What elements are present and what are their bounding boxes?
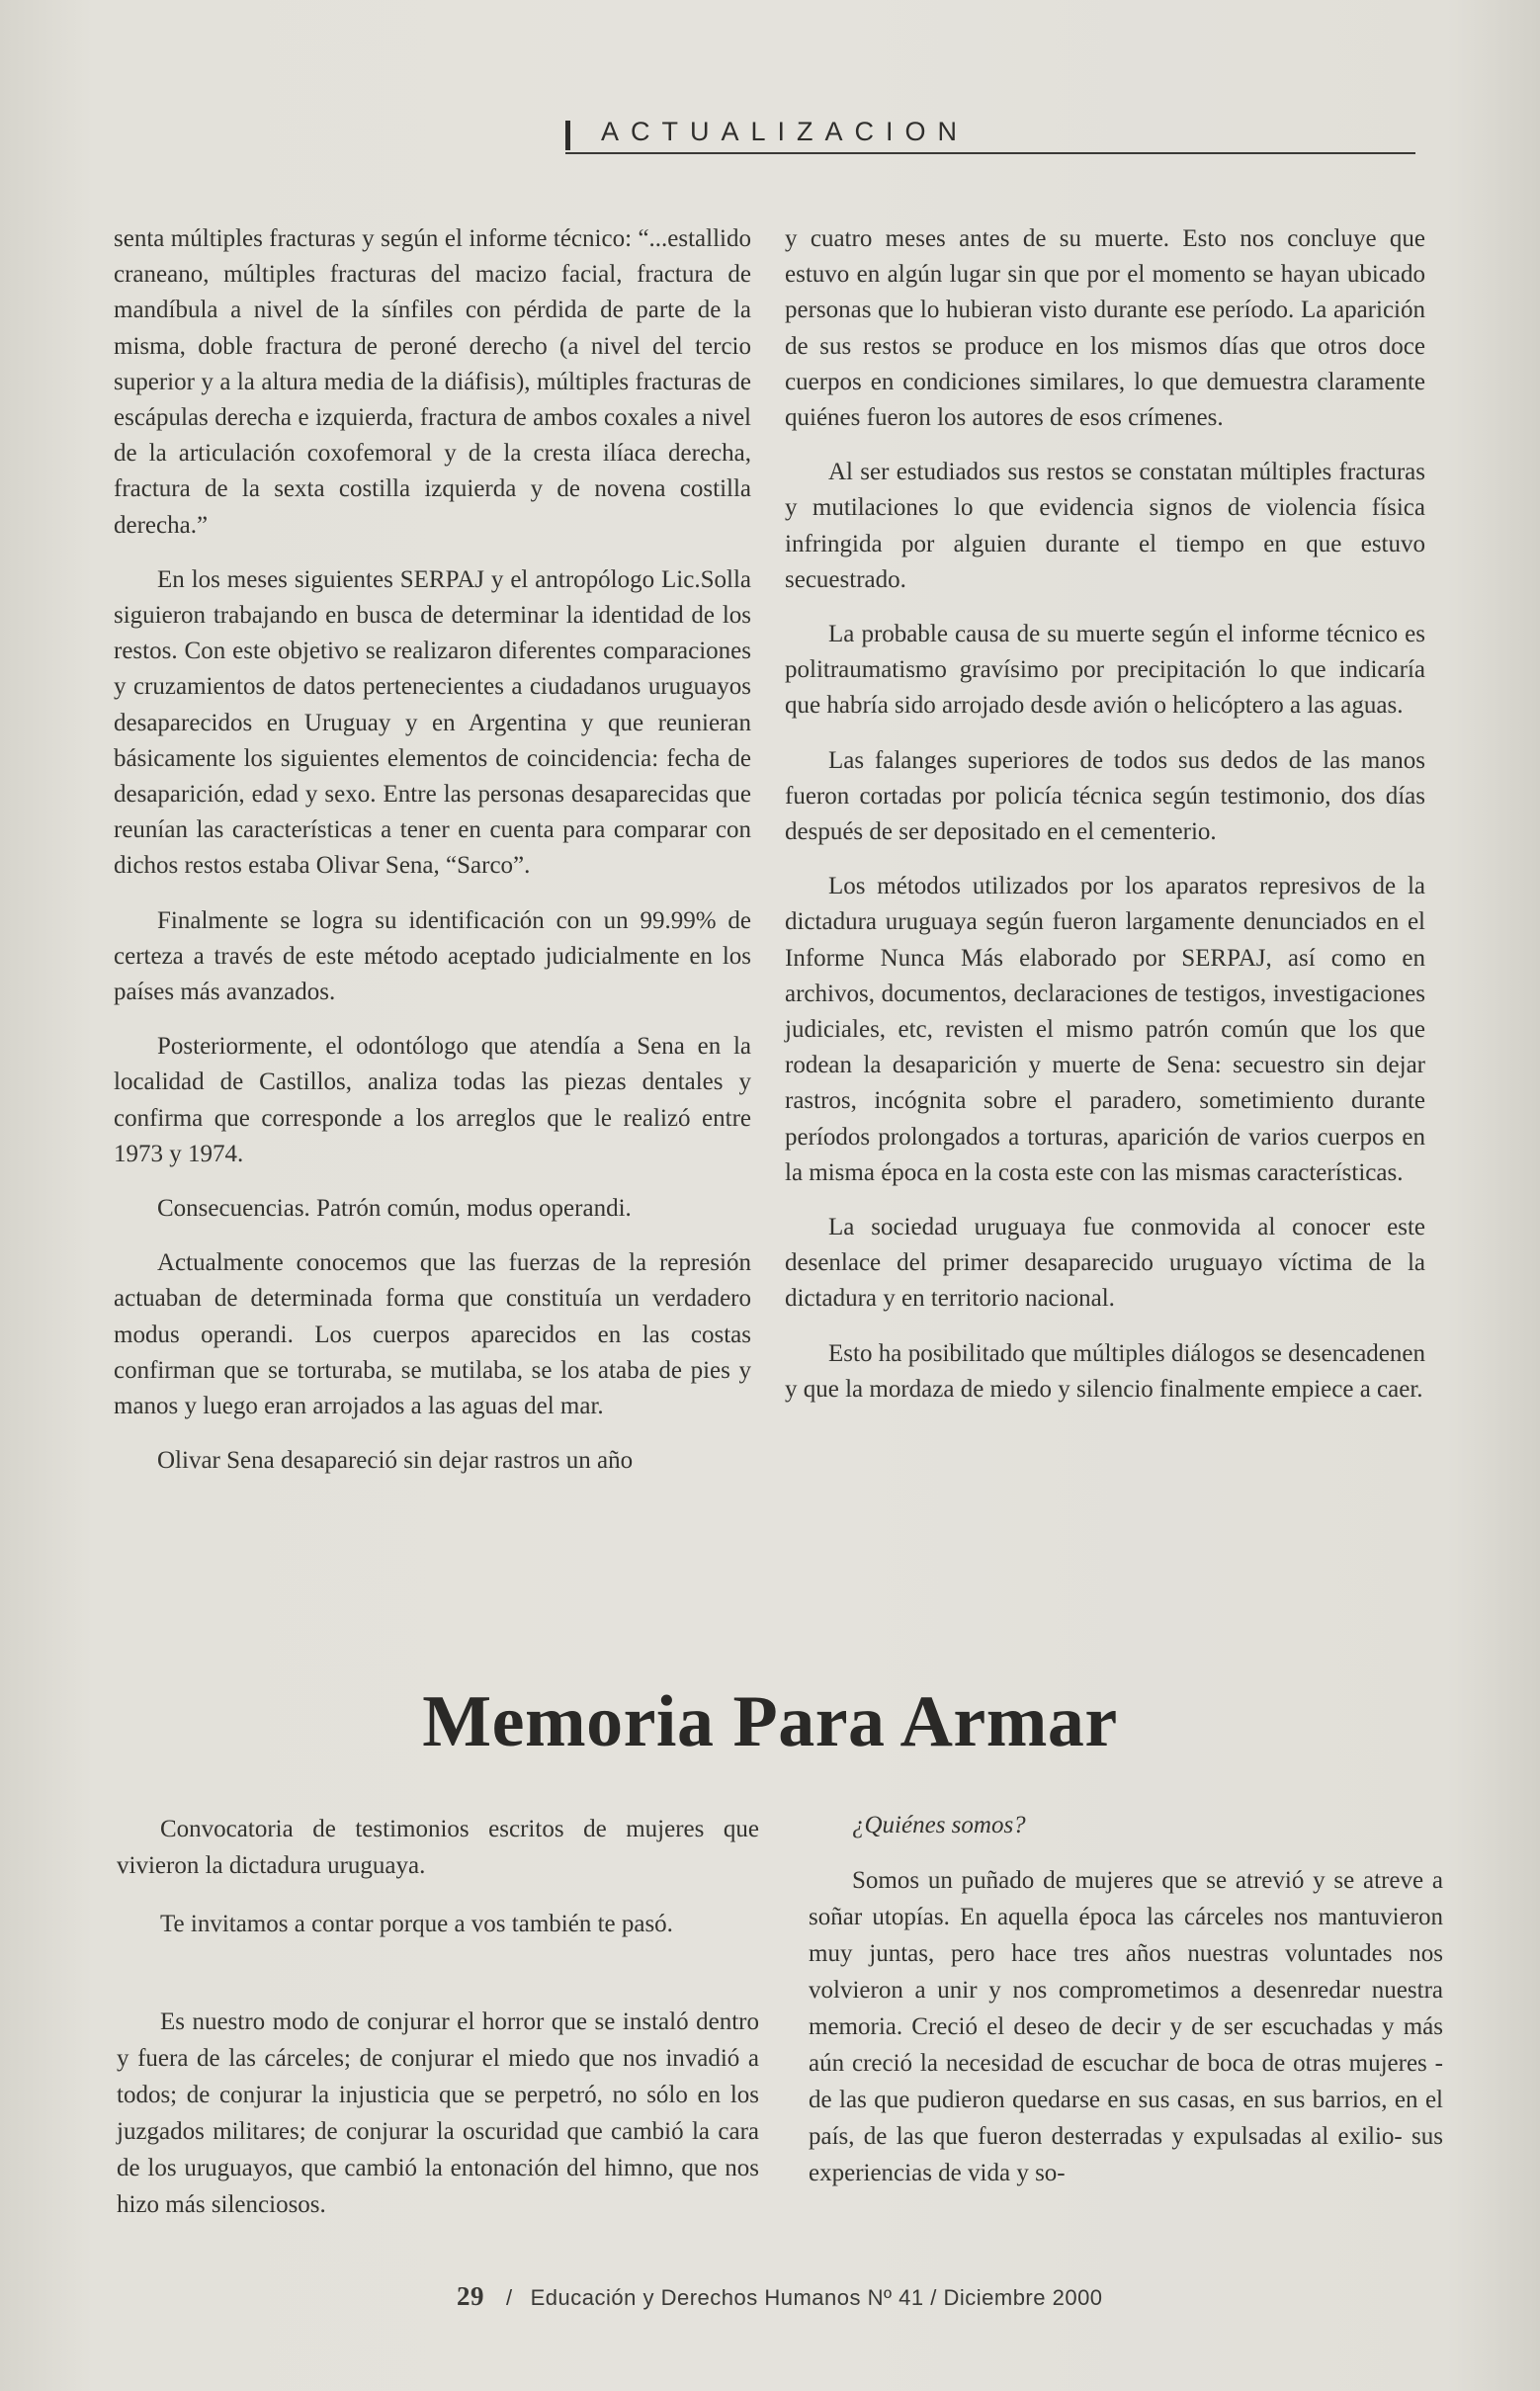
publication-info: Educación y Derechos Humanos Nº 41 / Diciembre 2000 bbox=[530, 2285, 1103, 2310]
paragraph: Las falanges superiores de todos sus dedos de las manos fueron cortadas por policía técnica según testimonio, dos días después de ser depositado en el cementerio. bbox=[785, 746, 1425, 846]
subheading: ¿Quiénes somos? bbox=[852, 1812, 1026, 1838]
paragraph: La sociedad uruguaya fue conmovida al conocer este desenlace del primer desaparecido uruguayo víctima de la dictadura y en territorio nacional. bbox=[785, 1214, 1425, 1313]
paragraph: La probable causa de su muerte según el informe técnico es politraumatismo gravísimo por precipitación lo que indicaría que habría sido arrojado desde avión o helicóptero a las aguas. bbox=[785, 621, 1425, 720]
column-left bbox=[114, 221, 751, 1498]
paragraph: Te invitamos a contar porque a vos también te pasó. bbox=[160, 1911, 673, 1937]
article-title: Memoria Para Armar bbox=[422, 1681, 1118, 1762]
section-header bbox=[565, 117, 1415, 154]
separator: / bbox=[506, 2285, 513, 2310]
article-column-right bbox=[809, 1807, 1443, 2210]
paragraph: senta múltiples fracturas y según el informe técnico: “...estallido craneano, múltiples fracturas del macizo facial, fractura de mandíbula a nivel de la sínfiles con pérdida de parte de la misma, doble fractura de peroné derecho (a nivel del tercio superior y a la altura media de la diáfisis), múltiples fracturas de escápulas derecha e izquierda, fractura de ambos coxales a nivel de la articulación coxofemoral y de la cresta ilíaca derecha, fractura de la sexta costilla izquierda y de novena costilla derecha.” bbox=[114, 225, 751, 539]
paragraph: Esto ha posibilitado que múltiples diálogos se desencadenen y que la mordaza de miedo y silencio finalmente empiece a caer. bbox=[785, 1339, 1425, 1403]
page-number: 29 bbox=[457, 2281, 484, 2311]
paragraph: Convocatoria de testimonios escritos de mujeres que vivieron la dictadura uruguaya. bbox=[117, 1816, 759, 1879]
paragraph: Posteriormente, el odontólogo que atendía a Sena en la localidad de Castillos, analiza todas las piezas dentales y confirma que corresponde a los arreglos que le realizó entre 1973 y 1974. bbox=[114, 1033, 751, 1167]
paragraph: y cuatro meses antes de su muerte. Esto nos concluye que estuvo en algún lugar sin que por el momento se hayan ubicado personas que lo hubieran visto durante ese período. La aparición de sus restos se produce en los mismos días que otros doce cuerpos en condiciones similares, lo que demuestra claramente quiénes fueron los autores de esos crímenes. bbox=[785, 225, 1425, 432]
subheading: Consecuencias. Patrón común, modus operandi. bbox=[157, 1195, 632, 1223]
paragraph: Finalmente se logra su identificación con un 99.99% de certeza a través de este método aceptado judicialmente en los países más avanzados. bbox=[114, 906, 751, 1006]
article-column-left bbox=[117, 1811, 759, 2245]
paragraph: En los meses siguientes SERPAJ y el antropólogo Lic.Solla siguieron trabajando en busca de determinar la identidad de los restos. Con este objetivo se realizaron diferentes comparaciones y cruzamientos de datos pertenecientes a ciudadanos uruguayos desaparecidos en Uruguay y en Argentina y que reunieran básicamente los siguientes elementos de coincidencia: fecha de desaparición, edad y sexo. Entre las personas desaparecidas que reunían las características a tener en cuenta para comparar con dichos restos estaba Olivar Sena, “Sarco”. bbox=[114, 565, 751, 880]
paragraph: Somos un puñado de mujeres que se atrevió y se atreve a soñar utopías. En aquella época las cárceles nos mantuvieron muy juntas, pero hace tres años nuestras voluntades nos volvieron a unir y nos comprometimos a desenredar nuestra memoria. Creció el deseo de decir y de ser escuchadas y más aún creció la necesidad de escuchar de boca de otras mujeres - de las que pudieron quedarse en sus casas, en sus barrios, en el país, de las que fueron desterradas y expulsadas al exilio- sus experiencias de vida y so- bbox=[809, 1867, 1443, 2186]
column-right bbox=[785, 221, 1425, 1426]
paragraph: Actualmente conocemos que las fuerzas de la represión actuaban de determinada forma que constituía un verdadero modus operandi. Los cuerpos aparecidos en las costas confirman que se torturaba, se mutilaba, se los ataba de pies y manos y luego eran arrojados a las aguas del mar. bbox=[114, 1249, 751, 1420]
section-label: ACTUALIZACION bbox=[601, 117, 970, 146]
paragraph: Los métodos utilizados por los aparatos represivos de la dictadura uruguaya según fueron largamente denunciados en el Informe Nunca Más elaborado por SERPAJ, así como en archivos, documentos, declaraciones de testigos, investigaciones judiciales, etc, revisten el mismo patrón común que los que rodean la desaparición y muerte de Sena: secuestro sin dejar rastros, incógnita sobre el paradero, sometimiento durante períodos prolongados a torturas, aparición de varios cuerpos en la misma época en la costa este con las mismas características. bbox=[785, 873, 1425, 1186]
paragraph: Al ser estudiados sus restos se constatan múltiples fracturas y mutilaciones lo que evidencia signos de violencia física infringida por alguien durante el tiempo en que estuvo secuestrado. bbox=[785, 459, 1425, 593]
paragraph: Olivar Sena desapareció sin dejar rastros un año bbox=[157, 1447, 634, 1475]
paragraph: Es nuestro modo de conjurar el horror que se instaló dentro y fuera de las cárceles; de conjurar el miedo que nos invadió a todos; de conjurar la injusticia que se perpetró, no sólo en los juzgados militares; de conjurar la oscuridad que cambió la cara de los uruguayos, que cambió la entonación del himno, que nos hizo más silenciosos. bbox=[117, 2008, 759, 2218]
page-footer bbox=[457, 2281, 1149, 2312]
section-marker-bar bbox=[565, 121, 570, 150]
